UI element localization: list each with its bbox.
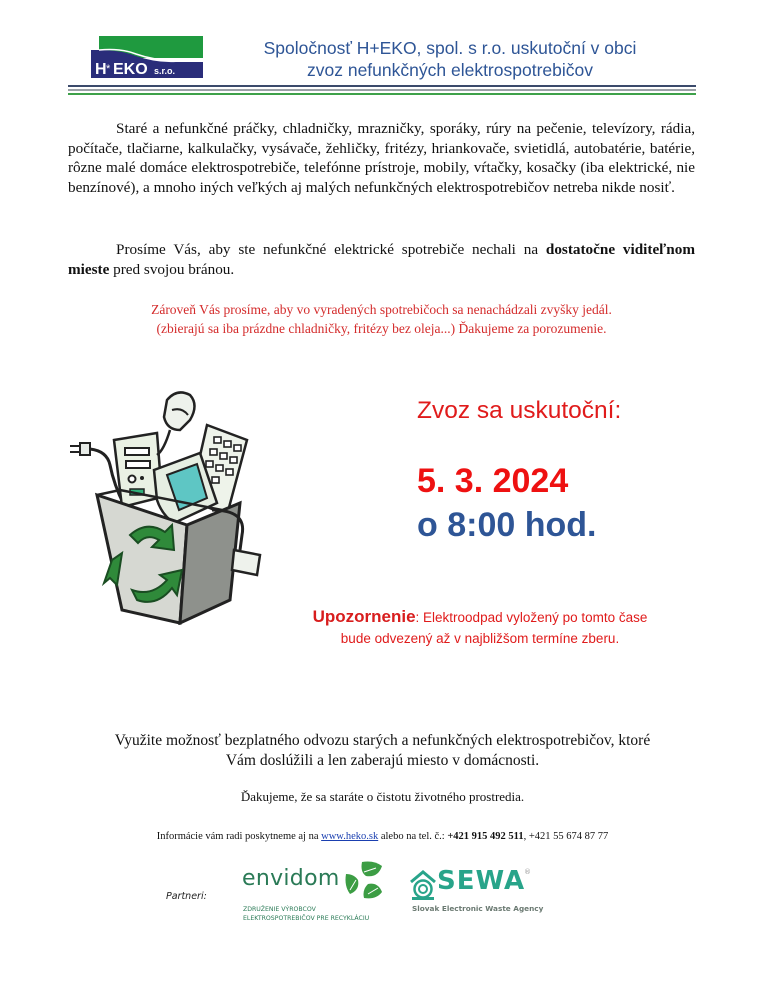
website-link[interactable]: www.heko.sk (321, 831, 379, 842)
title-line-1: Spoločnosť H+EKO, spol. s r.o. uskutoční v obci (263, 38, 637, 58)
title-line-2: zvoz nefunkčných elektrospotrebičov (307, 60, 593, 80)
sewa-logo (407, 866, 544, 921)
page-title (205, 37, 695, 81)
warning-text-line-2: bude odvezený až v najbližšom termíne zberu. (340, 631, 620, 646)
food-remains-note (68, 300, 695, 338)
warning-heading: Upozornenie (312, 607, 416, 626)
envidom-name: envidom (242, 866, 340, 891)
collection-date: 5. 3. 2024 (417, 462, 569, 500)
red-note-line-2: (zbierajú sa iba prázdne chladničky, fritézy bez oleja...) Ďakujeme za porozumenie. (156, 321, 607, 336)
red-note-line-1: Zároveň Vás prosíme, aby vo vyradených spotrebičoch sa nenachádzali zvyšky jedál. (151, 302, 612, 317)
envidom-logo (242, 860, 387, 928)
svg-text:s.r.o.: s.r.o. (154, 66, 176, 76)
warning-text-line-1: : Elektroodpad vyložený po tomto čase (415, 610, 648, 625)
collection-time: o 8:00 hod. (417, 506, 597, 544)
paragraph-2-start: Prosíme Vás, aby ste nefunkčné elektrické spotrebiče nechali na (116, 241, 546, 258)
info-prefix: Informácie vám radi poskytneme aj na (156, 831, 322, 842)
envidom-subtitle-line-2: ELEKTROSPOTREBIČOV PRE RECYKLÁCIU (243, 915, 370, 922)
heko-logo-graphic (91, 36, 203, 78)
envidom-subtitle-line-1: ZDRUŽENIE VÝROBCOV (243, 906, 316, 913)
recycle-leaves-icon (342, 860, 384, 900)
partners-label: Partneri: (166, 891, 207, 902)
phone-secondary: , +421 55 674 87 77 (523, 831, 609, 842)
svg-text:*: * (106, 63, 111, 75)
sewa-subtitle: Slovak Electronic Waste Agency (412, 904, 544, 913)
recycle-bin-electronics-icon (62, 385, 287, 625)
paragraph-1-text: Staré a nefunkčné práčky, chladničky, mrazničky, sporáky, rúry na pečenie, televízory, rádia, počítače, tlačiarne, kalkulačky, vysávače, žehličky, fritézy, hriankovače, svietidlá, autobatérie, batérie, rôzne malé domáce elektrospotrebiče, telefónne prístroje, mobily, vŕtačky, kosačky (iba elektrické, nie benzínové), a mnoho iných veľkých aj malých nefunkčných elektrospotrebičov netreba nikde nosiť. (68, 120, 695, 196)
sewa-name: SEWA (437, 866, 526, 896)
svg-text:EKO: EKO (113, 61, 148, 78)
warning-notice (285, 606, 675, 649)
collection-label: Zvoz sa uskutoční: (417, 397, 622, 424)
free-pickup-paragraph (60, 731, 705, 771)
header-rule-navy (68, 85, 696, 87)
thanks-text: Ďakujeme, že sa staráte o čistotu životného prostredia. (240, 789, 525, 804)
svg-text:H: H (95, 61, 107, 78)
placement-paragraph (68, 240, 695, 279)
heko-logo (91, 36, 203, 78)
closing-line-1: Využite možnosť bezplatného odvozu starých a nefunkčných elektrospotrebičov, ktoré (114, 732, 651, 749)
envidom-subtitle (243, 905, 369, 923)
closing-line-2: Vám doslúžili a len zaberajú miesto v domácnosti. (225, 752, 540, 769)
header-rule-gray (68, 89, 696, 91)
header-rule-green (68, 93, 696, 95)
registered-mark: ® (524, 868, 531, 876)
sewa-house-icon (409, 870, 437, 900)
contact-info (60, 831, 705, 842)
info-mid: alebo na tel. č.: (378, 831, 448, 842)
paragraph-2-bold: dostatočne viditeľnom mieste (68, 241, 695, 278)
appliance-list-paragraph (68, 119, 695, 197)
phone-primary: +421 915 492 511 (447, 831, 524, 842)
paragraph-2-end: pred svojou bránou. (109, 260, 235, 278)
